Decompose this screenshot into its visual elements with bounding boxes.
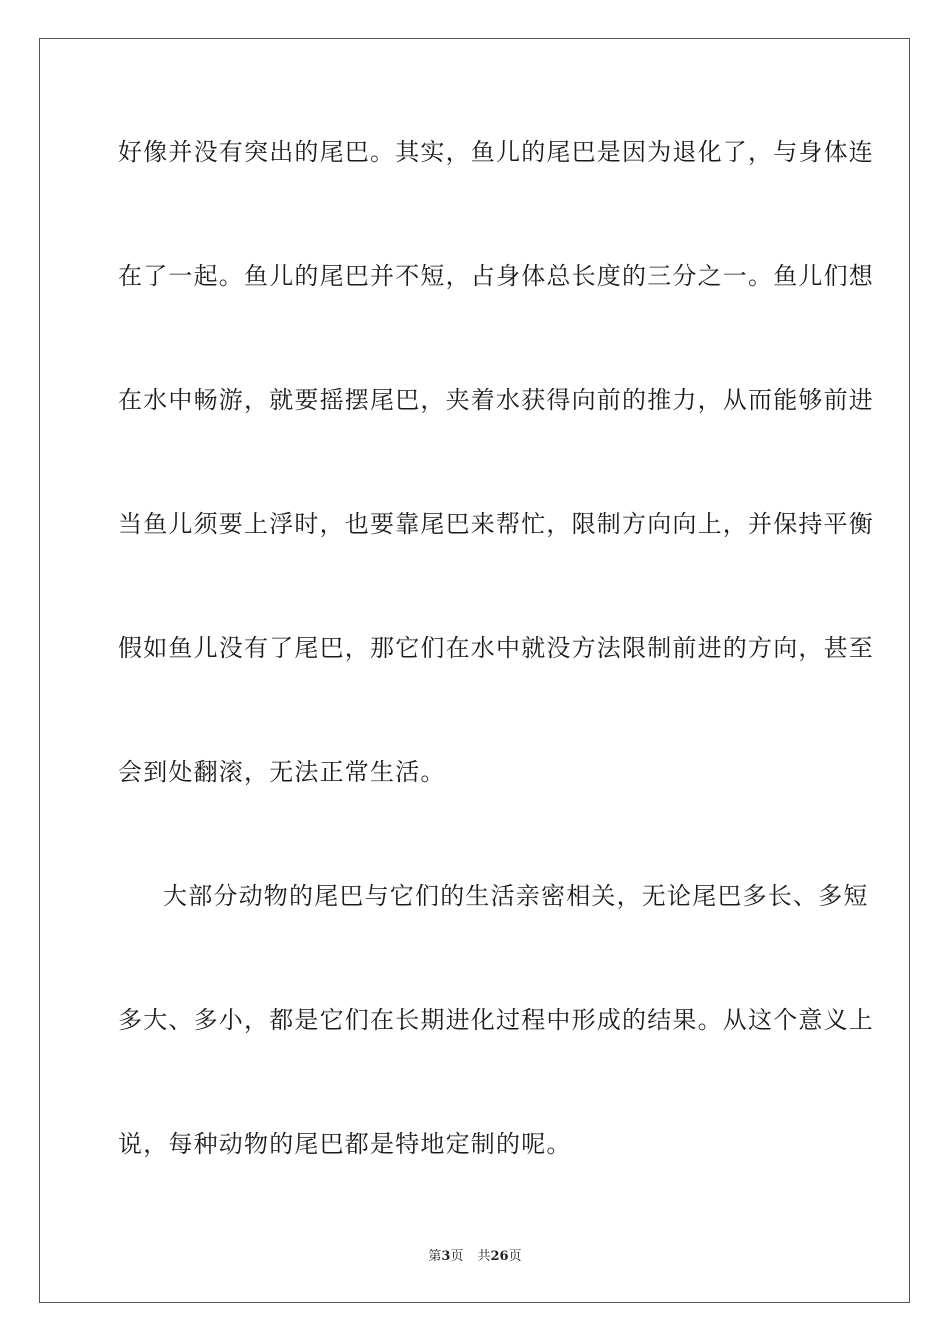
body-line-9: 说，每种动物的尾巴都是特地定制的呢。	[118, 1130, 572, 1158]
footer-page-prefix: 第	[428, 1249, 442, 1264]
footer-total-prefix: 共	[477, 1249, 491, 1264]
body-line-4: 当鱼儿须要上浮时，也要靠尾巴来帮忙，限制方向向上，并保持平衡	[118, 510, 874, 538]
footer-total-suffix: 页	[508, 1249, 522, 1264]
body-line-5: 假如鱼儿没有了尾巴，那它们在水中就没方法限制前进的方向，甚至	[118, 634, 874, 662]
body-line-2: 在了一起。鱼儿的尾巴并不短，占身体总长度的三分之一。鱼儿们想	[118, 262, 874, 290]
page-footer	[0, 1249, 950, 1265]
body-line-8: 多大、多小，都是它们在长期进化过程中形成的结果。从这个意义上	[118, 1006, 874, 1034]
page-border	[39, 38, 910, 1303]
footer-total-pages: 26	[490, 1249, 509, 1264]
body-line-7: 大部分动物的尾巴与它们的生活亲密相关，无论尾巴多长、多短	[163, 882, 869, 910]
footer-page-suffix: 页	[450, 1249, 464, 1264]
body-line-6: 会到处翻滚，无法正常生活。	[118, 758, 446, 786]
footer-page-number: 3	[441, 1249, 451, 1264]
body-line-1: 好像并没有突出的尾巴。其实，鱼儿的尾巴是因为退化了，与身体连	[118, 138, 874, 166]
body-line-3: 在水中畅游，就要摇摆尾巴，夹着水获得向前的推力，从而能够前进	[118, 386, 874, 414]
